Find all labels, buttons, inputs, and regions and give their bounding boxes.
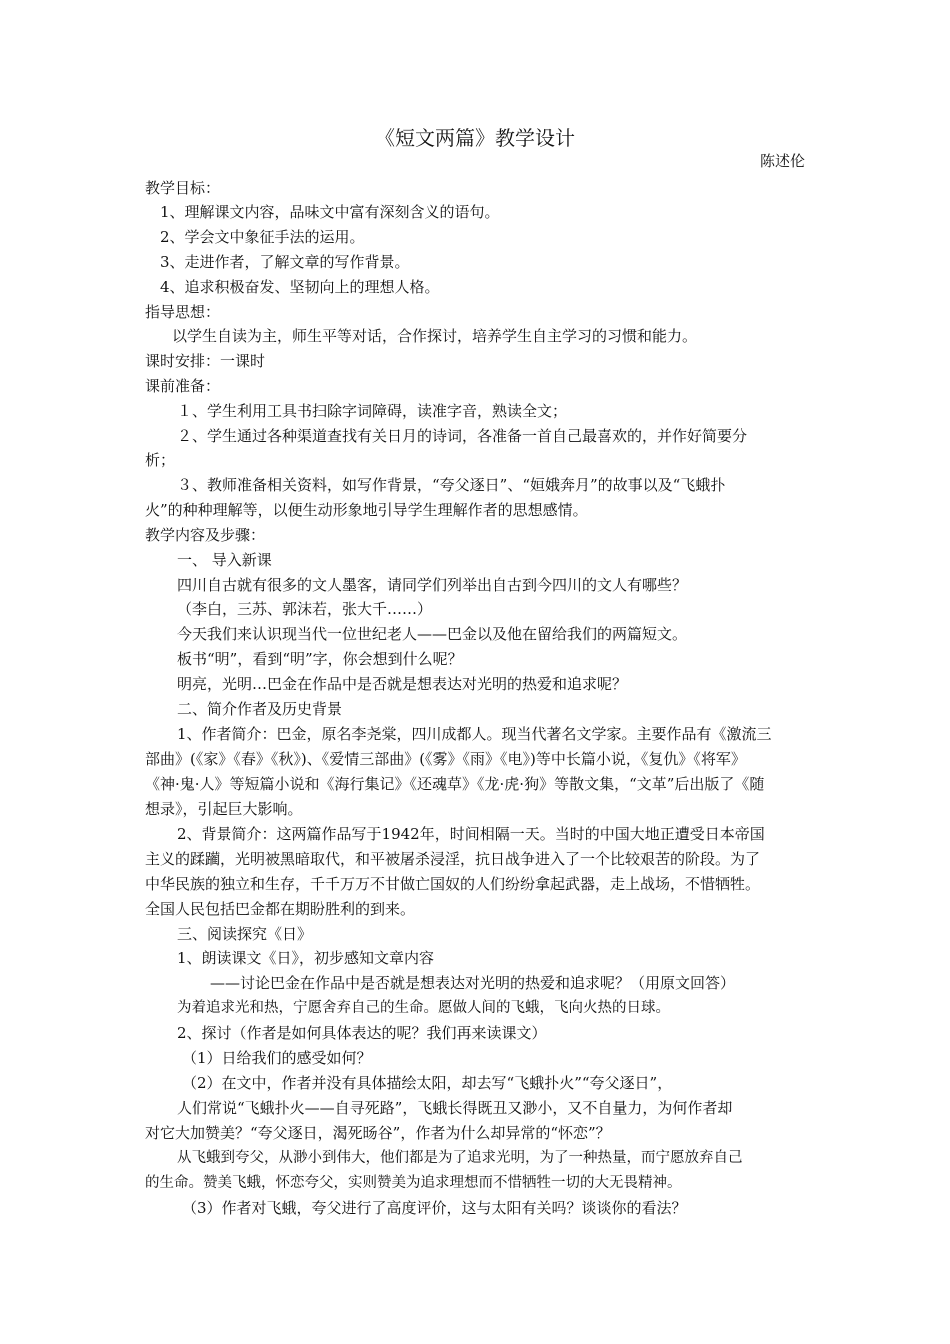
- steps-heading: 教学内容及步骤：: [145, 526, 266, 544]
- paragraph-line: 主义的蹂躏，光明被黑暗取代，和平被屠杀浸淫，抗日战争进入了一个比较艰苦的阶段。为了: [145, 850, 761, 868]
- guiding-heading: 指导思想：: [145, 303, 221, 321]
- paragraph-line: 全国人民包括巴金都在期盼胜利的到来。: [145, 900, 416, 918]
- prep-item: ２、学生通过各种渠道查找有关日月的诗词，各准备一首自己最喜欢的，并作好简要分: [177, 427, 748, 445]
- paragraph-line: 四川自古就有很多的文人墨客，请同学们列举出自古到今四川的文人有哪些？: [177, 576, 688, 594]
- paragraph-line: 2、背景简介：这两篇作品写于1942年，时间相隔一天。当时的中国大地正遭受日本帝国: [177, 825, 765, 843]
- question-line: （1）日给我们的感受如何？: [182, 1049, 372, 1067]
- paragraph-line: 1、朗读课文《日》，初步感知文章内容: [177, 949, 435, 967]
- schedule-line: 课时安排：一课时: [145, 352, 266, 370]
- prep-item-continued: 析；: [145, 451, 176, 469]
- paragraph-line: 想录》，引起巨大影响。: [145, 800, 303, 818]
- quote-line: 为着追求光和热，宁愿舍弃自己的生命。愿做人间的飞蛾，飞向火热的日球。: [177, 1000, 670, 1016]
- objectives-heading: 教学目标：: [145, 179, 221, 197]
- prep-item: ３、教师准备相关资料，如写作背景，“夸父逐日”、“姮娥奔月”的故事以及“飞蛾扑: [177, 476, 726, 494]
- objective-item: 1、理解课文内容，品味文中富有深刻含义的语句。: [160, 203, 500, 221]
- document-title: 《短文两篇》教学设计: [375, 126, 575, 150]
- paragraph-line: 明亮，光明…巴金在作品中是否就是想表达对光明的热爱和追求呢？: [177, 675, 628, 693]
- paragraph-line: 对它大加赞美？“夸父逐日，渴死旸谷”，作者为什么却异常的“怀恋”？: [145, 1124, 611, 1142]
- paragraph-line: 2、探讨（作者是如何具体表达的呢？我们再来读课文）: [177, 1024, 547, 1042]
- paragraph-line: 今天我们来认识现当代一位世纪老人——巴金以及他在留给我们的两篇短文。: [177, 625, 688, 643]
- paragraph-line: 1、作者简介：巴金，原名李尧棠，四川成都人。现当代著名文学家。主要作品有《激流三: [177, 725, 772, 743]
- section-heading: 二、简介作者及历史背景: [177, 700, 343, 718]
- answer-line: 的生命。赞美飞蛾，怀恋夸父，实则赞美为追求理想而不惜牺牲一切的大无畏精神。: [145, 1175, 682, 1191]
- question-line: （2）在文中，作者并没有具体描绘太阳，却去写“飞蛾扑火”“夸父逐日”，: [182, 1074, 673, 1092]
- paragraph-line: ——讨论巴金在作品中是否就是想表达对光明的热爱和追求呢？（用原文回答）: [210, 974, 736, 992]
- paragraph-line: 《神·鬼·人》等短篇小说和《海行集记》《还魂草》《龙·虎·狗》等散文集，“文革”后出版了《随: [145, 775, 765, 793]
- objective-item: 2、学会文中象征手法的运用。: [160, 228, 365, 246]
- objective-item: 4、追求积极奋发、坚韧向上的理想人格。: [160, 278, 440, 296]
- prep-item-continued: 火”的种种理解等，以便生动形象地引导学生理解作者的思想感情。: [145, 501, 588, 519]
- section-heading: 一、 导入新课: [177, 551, 272, 569]
- objective-item: 3、走进作者，了解文章的写作背景。: [160, 253, 410, 271]
- paragraph-line: （李白，三苏、郭沫若，张大千……）: [177, 600, 433, 618]
- prep-item: １、学生利用工具书扫除字词障碍，读准字音，熟读全文；: [177, 402, 568, 420]
- paragraph-line: 部曲》(《家》《春》《秋》)、《爱情三部曲》(《雾》《雨》《电》)等中长篇小说，《复仇》《将军》: [145, 750, 746, 768]
- paragraph-line: 人们常说“飞蛾扑火——自寻死路”，飞蛾长得既丑又渺小，又不自量力，为何作者却: [177, 1099, 733, 1117]
- section-heading: 三、阅读探究《日》: [177, 925, 313, 943]
- paragraph-line: 板书“明”，看到“明”字，你会想到什么呢？: [177, 650, 463, 668]
- question-line: （3）作者对飞蛾，夸父进行了高度评价，这与太阳有关吗？谈谈你的看法？: [182, 1199, 687, 1217]
- answer-line: 从飞蛾到夸父，从渺小到伟大，他们都是为了追求光明，为了一种热量，而宁愿放弃自己: [177, 1150, 743, 1166]
- prep-heading: 课前准备：: [145, 377, 221, 395]
- paragraph-line: 中华民族的独立和生存，千千万万不甘做亡国奴的人们纷纷拿起武器，走上战场，不惜牺牲。: [145, 875, 761, 893]
- guiding-text: 以学生自读为主，师生平等对话，合作探讨，培养学生自主学习的习惯和能力。: [172, 327, 698, 345]
- author-name: 陈述伦: [759, 152, 805, 170]
